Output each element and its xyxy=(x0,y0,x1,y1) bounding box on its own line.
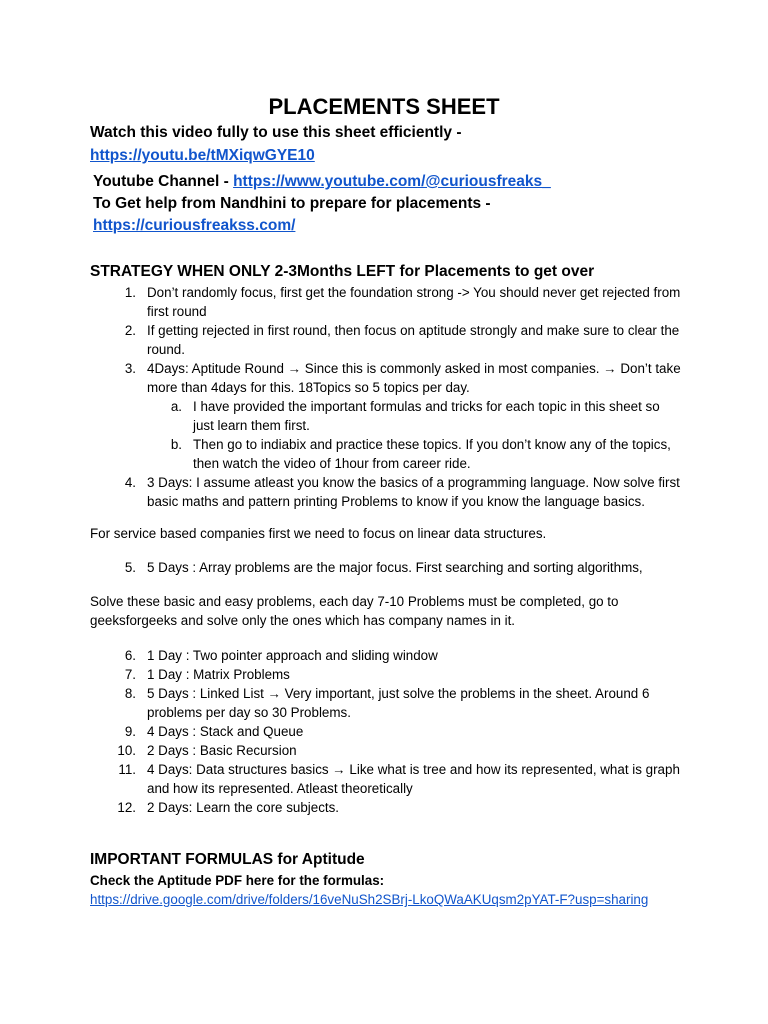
list-item xyxy=(102,722,682,741)
list-item xyxy=(102,798,682,817)
list-item xyxy=(102,321,682,359)
list-number: 9. xyxy=(124,724,136,739)
list-item xyxy=(102,760,682,798)
formulas-drive-link[interactable]: https://drive.google.com/drive/folders/16veNuSh2SBrj-LkoQWaAKUqsm2pYAT-F?usp=sharing xyxy=(90,892,649,907)
sub-list-item xyxy=(102,435,682,473)
list-number: 8. xyxy=(124,686,136,701)
list-text: 1 Day : Matrix Problems xyxy=(147,667,290,682)
watch-video-link[interactable]: https://youtu.be/tMXiqwGYE10 xyxy=(90,147,315,164)
strategy-heading: STRATEGY WHEN ONLY 2-3Months LEFT for Placements to get over xyxy=(90,263,595,280)
youtube-channel-line xyxy=(93,171,713,193)
list-number: 4. xyxy=(124,475,136,490)
list-item xyxy=(102,741,682,760)
list-text: 4Days: Aptitude Round → Since this is commonly asked in most companies. → Don’t take more than 4days for this. 18Topics so 5 topics per day. xyxy=(147,361,681,395)
help-link-line xyxy=(93,215,713,237)
watch-video-text: Watch this video fully to use this sheet efficiently - xyxy=(90,124,462,141)
sub-list-item xyxy=(102,397,682,435)
list-text: 4 Days: Data structures basics → Like what is tree and how its represented, what is graph and how its represented. Atleast theoretically xyxy=(147,762,680,796)
sub-list-text: I have provided the important formulas and tricks for each topic in this sheet so just learn them first. xyxy=(193,399,660,433)
help-link[interactable]: https://curiousfreakss.com/ xyxy=(93,217,296,234)
youtube-channel-label: Youtube Channel - xyxy=(93,173,234,190)
list-item xyxy=(102,558,682,577)
formulas-heading: IMPORTANT FORMULAS for Aptitude xyxy=(90,851,365,868)
help-text: To Get help from Nandhini to prepare for placements - xyxy=(93,195,491,212)
service-note: For service based companies first we need to focus on linear data structures. xyxy=(90,526,547,541)
list-number: 12. xyxy=(117,800,136,815)
list-text: 5 Days : Array problems are the major focus. First searching and sorting algorithms, xyxy=(147,560,643,575)
list-text: Don’t randomly focus, first get the foundation strong -> You should never get rejected from first round xyxy=(147,285,681,319)
page-title: PLACEMENTS SHEET xyxy=(268,94,500,119)
list-text: If getting rejected in first round, then focus on aptitude strongly and make sure to clear the round. xyxy=(147,323,680,357)
strategy-list-a xyxy=(102,283,682,511)
sub-list-letter: a. xyxy=(170,399,182,414)
list-number: 6. xyxy=(124,648,136,663)
watch-video-link-line xyxy=(90,145,710,167)
list-item xyxy=(102,665,682,684)
list-text: 2 Days: Learn the core subjects. xyxy=(147,800,340,815)
list-item xyxy=(102,473,682,511)
sub-list-text: Then go to indiabix and practice these topics. If you don’t know any of the topics, then watch the video of 1hour from career ride. xyxy=(193,437,671,471)
list-text: 1 Day : Two pointer approach and sliding window xyxy=(147,648,438,663)
youtube-channel-link[interactable]: https://www.youtube.com/@curiousfreaks_ xyxy=(233,173,551,190)
formulas-check-text: Check the Aptitude PDF here for the formulas: xyxy=(90,873,385,888)
list-text: 2 Days : Basic Recursion xyxy=(147,743,297,758)
list-number: 3. xyxy=(124,361,136,376)
list-number: 1. xyxy=(124,285,136,300)
list-item xyxy=(102,359,682,397)
sub-list-letter: b. xyxy=(170,437,182,452)
list-text: 5 Days : Linked List → Very important, just solve the problems in the sheet. Around 6 problems per day so 30 Problems. xyxy=(147,686,650,720)
list-number: 7. xyxy=(124,667,136,682)
strategy-list-b xyxy=(102,646,682,817)
list-number: 5. xyxy=(124,560,136,575)
list-item xyxy=(102,684,682,722)
list-number: 10. xyxy=(117,743,136,758)
strategy-list-item5 xyxy=(102,558,682,577)
list-item xyxy=(102,646,682,665)
formulas-link-line xyxy=(90,890,730,909)
solve-note: Solve these basic and easy problems, each day 7-10 Problems must be completed, go to geeksforgeeks and solve only the ones which has company names in it. xyxy=(90,594,619,628)
list-text: 4 Days : Stack and Queue xyxy=(147,724,304,739)
list-text: 3 Days: I assume atleast you know the basics of a programming language. Now solve first basic maths and pattern printing Problems to know if you know the language basics. xyxy=(147,475,680,509)
list-item xyxy=(102,283,682,321)
list-number: 2. xyxy=(124,323,136,338)
list-number: 11. xyxy=(118,762,136,777)
